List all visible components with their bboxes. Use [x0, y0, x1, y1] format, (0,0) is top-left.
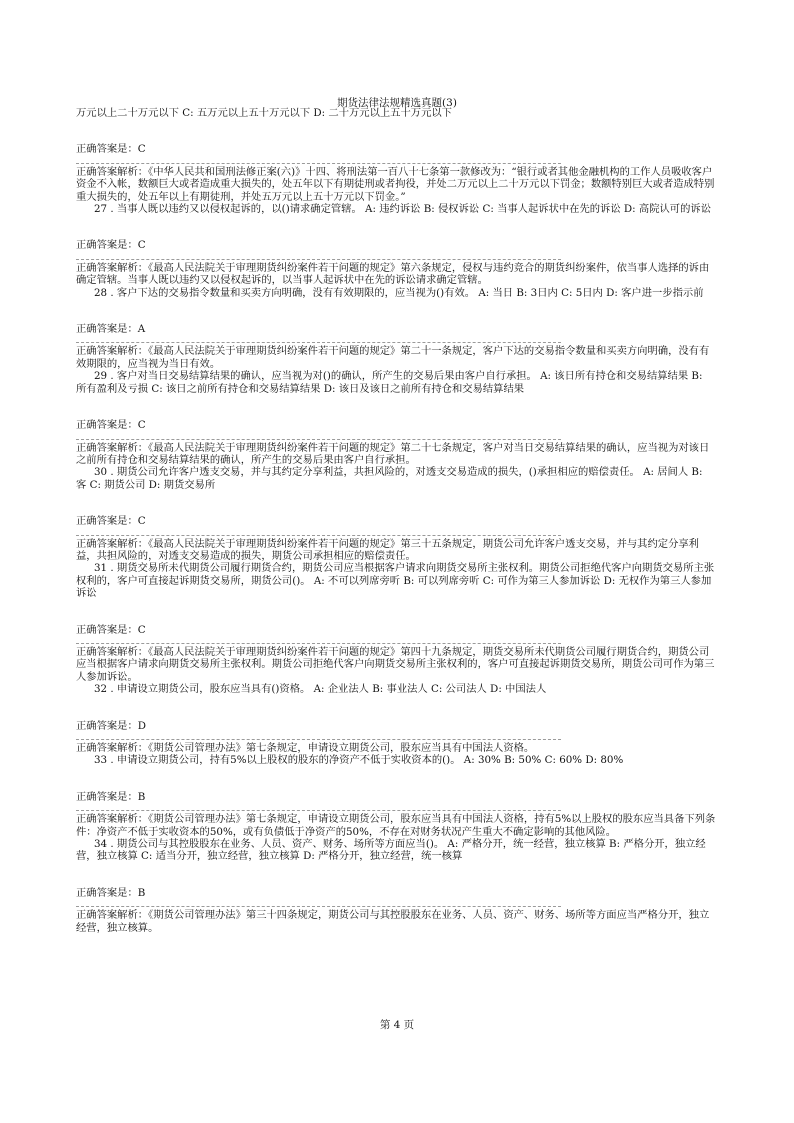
dashed-divider [76, 803, 561, 811]
qa-block-6 [76, 624, 716, 696]
question-text: 27 . 当事人既以违约又以侵权起诉的，以()请求确定管辖。 A: 违约诉讼 B: 侵权诉讼 C: 当事人起诉状中在先的诉讼 D: 高院认可的诉讼 [94, 203, 711, 216]
answer-analysis: 正确答案解析：《最高人民法院关于审理期货纠纷案件若干问题的规定》第四十九条规定，期货交易所未代期货公司履行期货合约，期货公司应当根据客户请求向期货交易所主张权利。期货公司拒绝代客户向期货交易所主张权利的，客户可直接起诉期货交易所，期货公司可作为第三人参加诉讼。 [76, 645, 715, 683]
question-text: 31 . 期货交易所未代期货公司履行期货合约，期货公司应当根据客户请求向期货交易所主张权利。期货公司拒绝代客户向期货交易所主张权利的，客户可直接起诉期货交易所，期货公司()。 A: 不可以列席旁听 B: 可以列席旁听 C: 可作为第三人参加诉讼 D: 无权作为第三人参加诉讼 [76, 562, 715, 600]
correct-answer: 正确答案是：A [76, 323, 146, 336]
question-text: 30 . 期货公司允许客户透支交易，并与其约定分享利益，共担风险的，对透支交易造成的损失，()承担相应的赔偿责任。 A: 居间人 B: 客 C: 期货公司 D: 期货交易所 [76, 466, 703, 491]
correct-answer: 正确答案是：D [76, 719, 147, 732]
dashed-divider [76, 432, 561, 440]
dashed-divider [76, 899, 561, 907]
correct-answer: 正确答案是：B [76, 886, 146, 899]
qa-block-3 [76, 323, 716, 395]
question-text: 32 . 申请设立期货公司，股东应当具有()资格。 A: 企业法人 B: 事业法人 C: 公司法人 D: 中国法人 [94, 683, 547, 696]
answer-analysis: 正确答案解析：《期货公司管理办法》第七条规定，申请设立期货公司，股东应当具有中国法人资格，持有5%以上股权的股东应当具备下列条件：净资产不低于实收资本的50%，或有负债低于净资产的50%，不存在对财务状况产生重大不确定影响的其他风险。 [76, 813, 716, 838]
answer-analysis: 正确答案解析：《最高人民法院关于审理期货纠纷案件若干问题的规定》第二十一条规定，客户下达的交易指令数量和买卖方向明确，没有有效期限的，应当视为当日有效。 [76, 345, 710, 370]
dashed-divider [76, 335, 561, 343]
correct-answer: 正确答案是：C [76, 239, 146, 252]
answer-analysis: 正确答案解析：《期货公司管理办法》第七条规定，申请设立期货公司，股东应当具有中国法人资格。 [76, 742, 535, 754]
dashed-divider [76, 732, 561, 740]
dashed-divider [76, 528, 561, 536]
correct-answer: 正确答案是：C [76, 515, 146, 528]
page-title: 期货法律法规精选真题(3) [337, 97, 457, 109]
dashed-divider [76, 636, 561, 644]
correct-answer: 正确答案是：C [76, 623, 146, 636]
answer-analysis: 正确答案解析：《期货公司管理办法》第三十四条规定，期货公司与其控股股东在业务、人员、资产、财务、场所等方面应当严格分开，独立经营，独立核算。 [76, 909, 710, 934]
qa-block-2 [76, 239, 716, 299]
answer-analysis: 正确答案解析：《最高人民法院关于审理期货纠纷案件若干问题的规定》第二十七条规定，客户对当日交易结算结果的确认，应当视为对该日之前所有持仓和交易结算结果的确认，所产生的交易后果由客户自行承担。 [76, 441, 710, 466]
answer-analysis: 正确答案解析：《最高人民法院关于审理期货纠纷案件若干问题的规定》第六条规定，侵权与违约竞合的期货纠纷案件，依当事人选择的诉由确定管辖。当事人既以违约又以侵权起诉的，以当事人起诉状中在先的诉讼请求确定管辖。 [76, 261, 710, 287]
qa-block-7 [76, 720, 716, 767]
correct-answer: 正确答案是：C [76, 143, 146, 156]
correct-answer: 正确答案是：C [76, 419, 146, 432]
dashed-divider [76, 252, 561, 260]
question-text: 28 . 客户下达的交易指令数量和买卖方向明确，没有有效期限的，应当视为()有效。 A: 当日 B: 3日内 C: 5日内 D: 客户进一步指示前 [94, 286, 704, 299]
intro-line: 万元以上二十万元以下 C: 五万元以上五十万元以下 D: 二十万元以上五十万元以下 [76, 107, 452, 119]
question-text: 33 . 申请设立期货公司，持有5%以上股权的股东的净资产不低于实收资本的()。 A: 30% B: 50% C: 60% D: 80% [94, 754, 624, 767]
qa-block-5 [76, 515, 716, 599]
qa-block-4 [76, 419, 716, 491]
qa-block-8 [76, 791, 716, 863]
qa-block-9 [76, 887, 716, 934]
page-number: 第 4 页 [379, 1019, 415, 1031]
document-body [76, 107, 716, 934]
question-text: 34 . 期货公司与其控股股东在业务、人员、资产、财务、场所等方面应当()。 A: 严格分开，统一经营，独立核算 B: 严格分开，独立经营，独立核算 C: 适当分开，独立经营，独立核算 D: 严格分开，独立经营，统一核算 [76, 838, 706, 863]
answer-analysis: 正确答案解析：《最高人民法院关于审理期货纠纷案件若干问题的规定》第三十五条规定，期货公司允许客户透支交易，并与其约定分享利益，共担风险的，对透支交易造成的损失，期货公司承担相应的赔偿责任。 [76, 537, 699, 562]
qa-block-1 [76, 143, 716, 215]
answer-analysis: 正确答案解析：《中华人民共和国刑法修正案(六)》十四、将刑法第一百八十七条第一款修改为：“银行或者其他金融机构的工作人员吸收客户资金不入帐，数额巨大或者造成重大损失的，处五年以下有期徒刑或者拘役，并处二万元以上二十万元以下罚金；数额特别巨大或者造成特别重大损失的，处五年以上有期徒刑，并处五万元以上五十万元以下罚金。” [76, 165, 715, 203]
question-text: 29 . 客户对当日交易结算结果的确认，应当视为对()的确认，所产生的交易后果由客户自行承担。 A: 该日所有持仓和交易结算结果 B: 所有盈利及亏损 C: 该日之前所有持仓和交易结算结果 D: 该日及该日之前所有持仓和交易结算结果 [76, 370, 703, 395]
dashed-divider [76, 156, 561, 164]
correct-answer: 正确答案是：B [76, 790, 146, 803]
